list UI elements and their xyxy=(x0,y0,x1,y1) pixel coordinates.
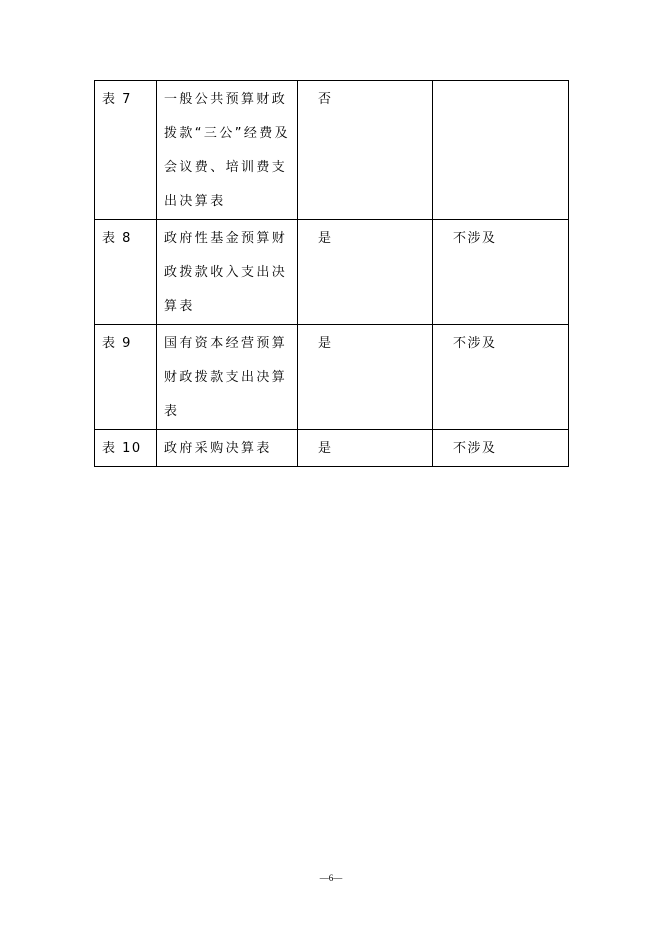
table-note-cell xyxy=(433,325,569,430)
table-name-cell xyxy=(157,430,298,467)
table-flag-cell xyxy=(298,430,433,467)
table-note-text: 不涉及 xyxy=(453,336,497,351)
table-flag-text: 否 xyxy=(318,92,333,107)
table-name-text: 政府性基金预算财政拨款收入支出决算表 xyxy=(164,231,288,314)
table-note-cell xyxy=(433,81,569,220)
table-name-cell xyxy=(157,325,298,430)
table-note-cell xyxy=(433,220,569,325)
table-row xyxy=(95,430,569,467)
table-note-text: 不涉及 xyxy=(453,231,497,246)
table-id-text: 表 7 xyxy=(102,92,132,107)
table-id-cell xyxy=(95,430,157,467)
table-flag-cell xyxy=(298,220,433,325)
table-flag-text: 是 xyxy=(318,336,333,351)
table-row xyxy=(95,220,569,325)
table-note-text xyxy=(453,81,568,83)
table-flag-text: 是 xyxy=(318,231,333,246)
table-note-text: 不涉及 xyxy=(453,441,497,456)
table-note-cell xyxy=(433,430,569,467)
table-name-text: 政府采购决算表 xyxy=(164,441,272,456)
table-flag-text: 是 xyxy=(318,441,333,456)
table-id-text: 表 9 xyxy=(102,336,132,351)
table-flag-cell xyxy=(298,81,433,220)
table-name-cell xyxy=(157,81,298,220)
report-table xyxy=(94,80,569,467)
table-id-cell xyxy=(95,81,157,220)
table-id-text: 表 8 xyxy=(102,231,132,246)
table-row xyxy=(95,81,569,220)
table-id-text: 表 10 xyxy=(102,441,142,456)
table-flag-cell xyxy=(298,325,433,430)
table-row xyxy=(95,325,569,430)
page-number: —6— xyxy=(319,873,343,883)
table-name-text: 一般公共预算财政拨款“三公”经费及会议费、培训费支出决算表 xyxy=(164,92,291,209)
table-id-cell xyxy=(95,220,157,325)
table-name-cell xyxy=(157,220,298,325)
table-name-text: 国有资本经营预算财政拨款支出决算表 xyxy=(164,336,288,419)
table-id-cell xyxy=(95,325,157,430)
